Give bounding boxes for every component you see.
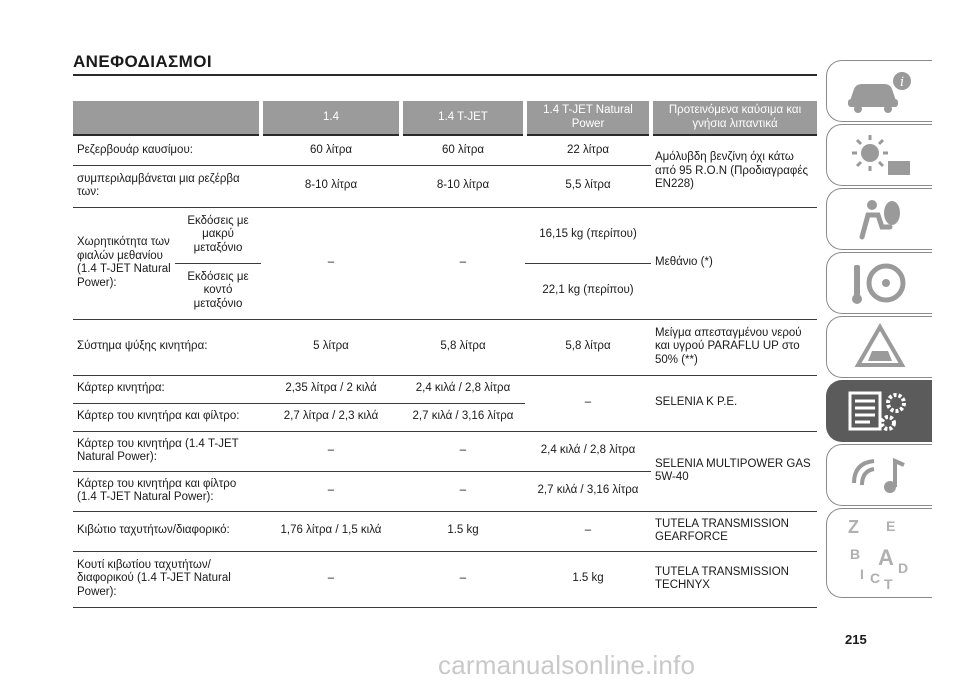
tab-dashboard[interactable] xyxy=(826,124,932,186)
cell-value: 22,1 kg (περίπου) xyxy=(525,263,651,319)
cell-value: 1.5 kg xyxy=(525,551,651,607)
svg-text:I: I xyxy=(859,566,864,582)
svg-text:i: i xyxy=(899,75,904,90)
cell-value: – xyxy=(401,207,525,319)
cell-value: 2,35 λίτρα / 2 κιλά xyxy=(261,375,401,403)
technical-data-gear-icon xyxy=(840,385,920,437)
header-recommended: Προτεινόμενα καύσιμα και γνήσια λιπαντικά xyxy=(651,101,817,135)
row-label: Κάρτερ του κινητήρα και φίλτρο: xyxy=(73,403,261,431)
cell-recommended: TUTELA TRANSMISSION TECHNYX xyxy=(651,551,817,607)
cell-value: 2,7 κιλά / 3,16 λίτρα xyxy=(525,471,651,511)
cell-value: – xyxy=(401,431,525,471)
table-header-row xyxy=(73,101,817,135)
cell-value: 16,15 kg (περίπου) xyxy=(525,207,651,263)
watermark: carmanualsonline.info xyxy=(438,650,696,680)
cell-value: 5 λίτρα xyxy=(261,319,401,375)
cell-value: – xyxy=(525,511,651,551)
row-label: Κάρτερ του κινητήρα και φίλτρο (1.4 T-JET Natural Power): xyxy=(73,471,261,511)
tab-index[interactable] xyxy=(826,508,932,598)
cell-value: – xyxy=(401,551,525,607)
svg-text:Z: Z xyxy=(847,517,859,537)
cell-value: 8-10 λίτρα xyxy=(261,165,401,207)
tab-emergency[interactable] xyxy=(826,316,932,378)
cell-value: 60 λίτρα xyxy=(261,135,401,165)
sub-label-long: Εκδόσεις με μακρύ μεταξόνιο xyxy=(175,207,261,263)
steering-key-icon xyxy=(840,257,920,309)
table-row xyxy=(73,319,817,375)
svg-text:B: B xyxy=(849,546,860,562)
cell-value: 1.5 kg xyxy=(401,511,525,551)
tab-starting-driving[interactable] xyxy=(826,252,932,314)
cell-value: 1,76 λίτρα / 1,5 κιλά xyxy=(261,511,401,551)
header-natural-power: 1.4 T-JET Natural Power xyxy=(525,101,651,135)
page-title: ΑΝΕΦΟΔΙΑΣΜΟΙ xyxy=(73,52,212,71)
row-label: Κάρτερ του κινητήρα (1.4 T-JET Natural Power): xyxy=(73,431,261,471)
svg-text:A: A xyxy=(877,545,894,570)
tab-safety[interactable] xyxy=(826,188,932,250)
cell-value: 60 λίτρα xyxy=(401,135,525,165)
cell-value: 5,8 λίτρα xyxy=(401,319,525,375)
cell-value: – xyxy=(261,471,401,511)
airbag-safety-icon xyxy=(840,193,920,245)
cell-value: – xyxy=(261,431,401,471)
cell-value: 2,7 λίτρα / 2,3 κιλά xyxy=(261,403,401,431)
row-label: Κιβώτιο ταχυτήτων/διαφορικό: xyxy=(73,511,261,551)
car-info-icon xyxy=(840,65,920,117)
row-label: Κουτί κιβωτίου ταχυτήτων/διαφορικού (1.4 T-JET Natural Power): xyxy=(73,551,261,607)
row-label: Σύστημα ψύξης κινητήρα: xyxy=(73,319,261,375)
cell-value: – xyxy=(261,207,401,319)
alphabetical-index-icon xyxy=(840,513,920,593)
cell-value: – xyxy=(525,375,651,431)
cell-value: 2,7 κιλά / 3,16 λίτρα xyxy=(401,403,525,431)
table-row xyxy=(73,207,817,263)
cell-recommended: Αμόλυβδη βενζίνη όχι κάτω από 95 R.O.N (Προδιαγραφές EN228) xyxy=(651,135,817,207)
row-label: Ρεζερβουάρ καυσίμου: xyxy=(73,135,261,165)
cell-recommended: SELENIA MULTIPOWER GAS 5W-40 xyxy=(651,431,817,511)
row-label: συμπεριλαμβάνεται μια ρεζέρβα των: xyxy=(73,165,261,207)
header-1-4: 1.4 xyxy=(261,101,401,135)
tab-multimedia[interactable] xyxy=(826,444,932,506)
warning-triangle-car-icon xyxy=(840,321,920,373)
multimedia-music-icon xyxy=(840,449,920,501)
table-row xyxy=(73,511,817,551)
header-1-4-tjet: 1.4 T-JET xyxy=(401,101,525,135)
cell-value: 5,8 λίτρα xyxy=(525,319,651,375)
cell-value: 22 λίτρα xyxy=(525,135,651,165)
cell-recommended: Μείγμα απεσταγμένου νερού και υγρού PARAFLU UP στο 50% (**) xyxy=(651,319,817,375)
table-row xyxy=(73,375,817,403)
svg-text:D: D xyxy=(897,560,908,576)
svg-text:C: C xyxy=(869,570,880,586)
cell-value: – xyxy=(401,471,525,511)
cell-recommended: Μεθάνιο (*) xyxy=(651,207,817,319)
dashboard-lights-icon xyxy=(840,129,920,181)
table-row xyxy=(73,135,817,165)
row-label: Χωρητικότητα των φιαλών μεθανίου (1.4 T-JET Natural Power): xyxy=(73,207,175,319)
sub-label-short: Εκδόσεις με κοντό μεταξόνιο xyxy=(175,263,261,319)
svg-text:E: E xyxy=(885,518,895,534)
table-row xyxy=(73,551,817,607)
tab-car-info[interactable] xyxy=(826,60,932,122)
row-label: Κάρτερ κινητήρα: xyxy=(73,375,261,403)
title-divider xyxy=(73,74,817,76)
header-empty xyxy=(73,101,261,135)
cell-value: 8-10 λίτρα xyxy=(401,165,525,207)
table-row xyxy=(73,431,817,471)
fuel-capacities-table xyxy=(73,101,817,608)
tab-technical-data[interactable] xyxy=(826,380,932,442)
cell-recommended: TUTELA TRANSMISSION GEARFORCE xyxy=(651,511,817,551)
svg-text:T: T xyxy=(883,576,893,592)
cell-value: 2,4 κιλά / 2,8 λίτρα xyxy=(401,375,525,403)
cell-value: 5,5 λίτρα xyxy=(525,165,651,207)
page-number: 215 xyxy=(845,632,867,647)
cell-value: 2,4 κιλά / 2,8 λίτρα xyxy=(525,431,651,471)
cell-recommended: SELENIA K P.E. xyxy=(651,375,817,431)
cell-value: – xyxy=(261,551,401,607)
